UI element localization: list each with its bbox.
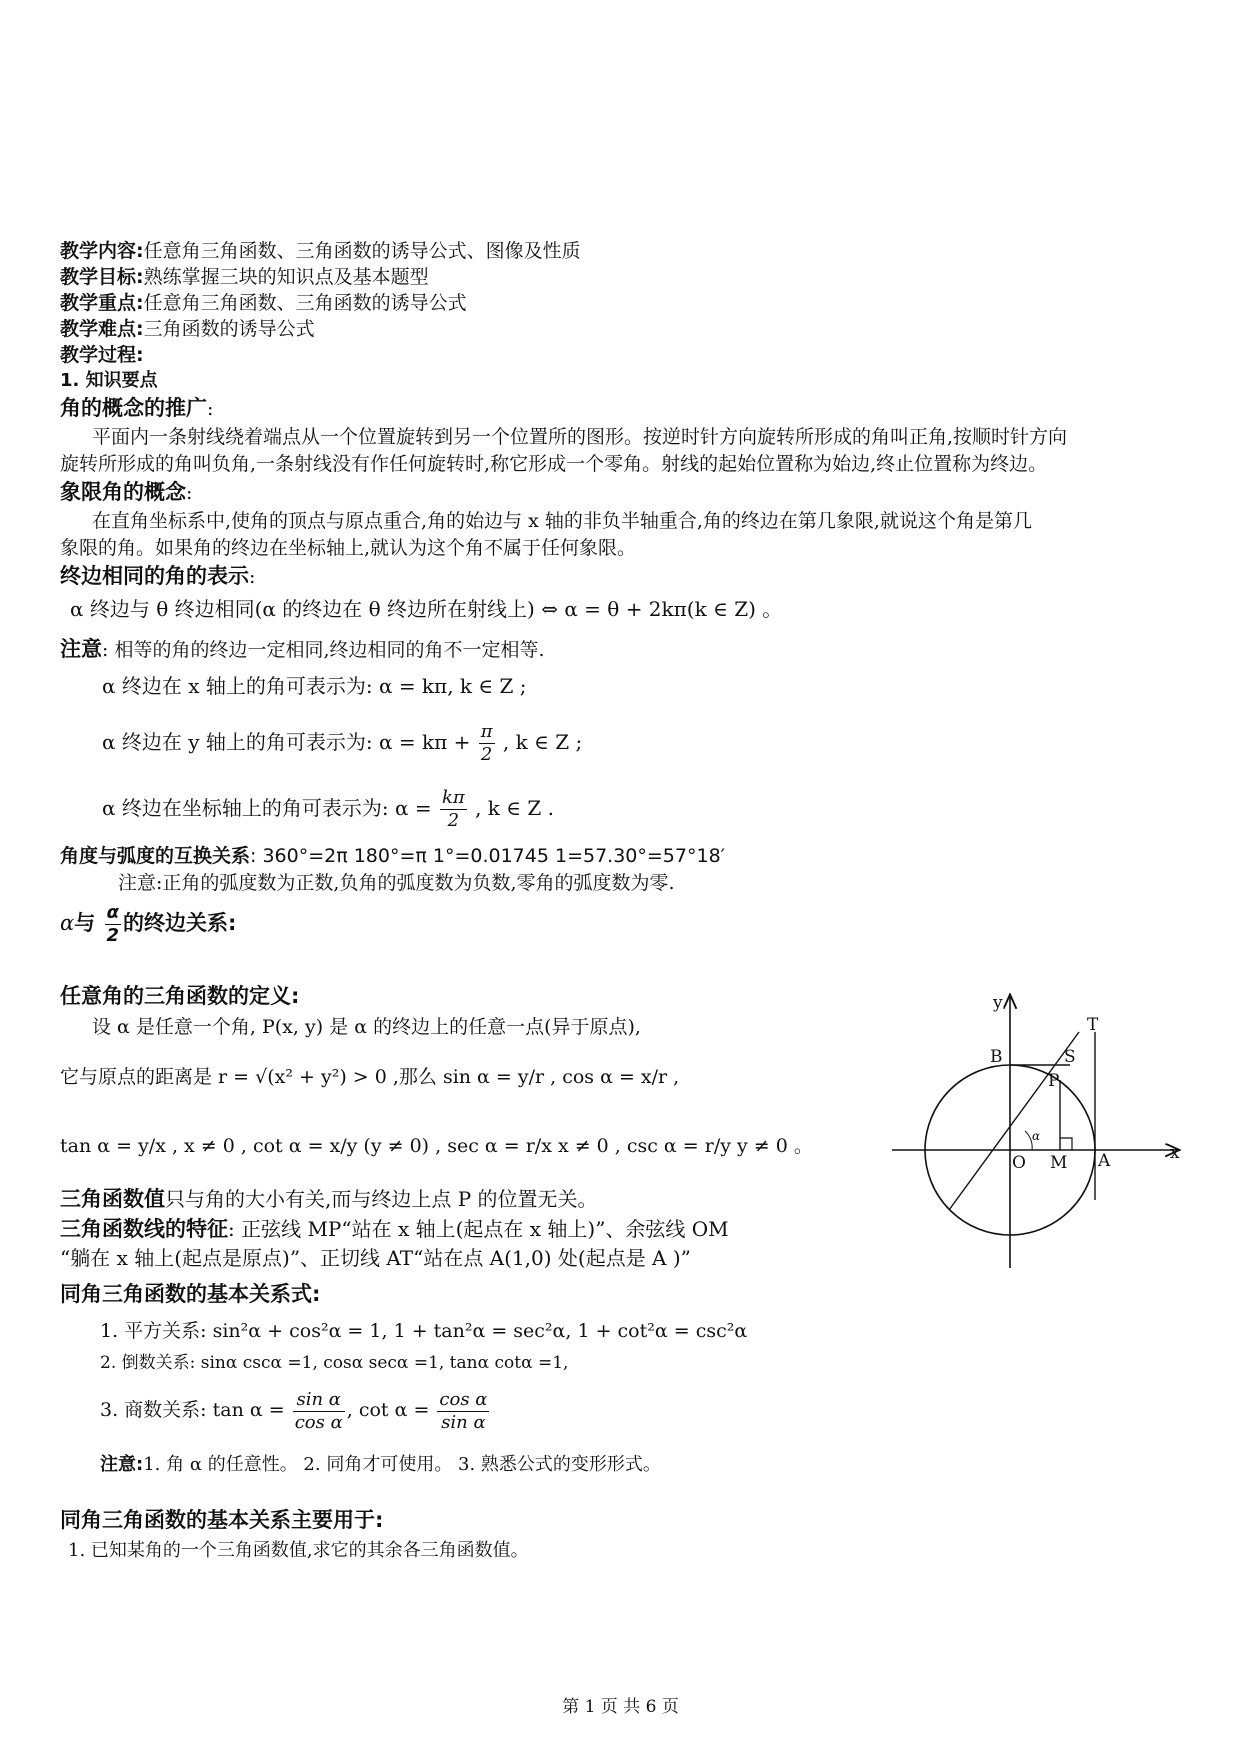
x-label: x (1170, 1143, 1180, 1163)
note-axes-a: α 终边在坐标轴上的角可表示为: α = (102, 796, 432, 820)
t-label: T (1087, 1015, 1099, 1035)
trig-value-label: 三角函数值 (60, 1187, 165, 1211)
half-angle-heading: α与 $\frac{\alpha}{2}$ 的终边关系: (60, 901, 237, 946)
trig-def-line3: tan α = y/x , x ≠ 0 , cot α = x/y (y ≠ 0) , sec α = r/x x ≠ 0 , csc α = r/y y ≠ 0 。 (60, 1135, 813, 1157)
pi-over-2-fraction: $\frac{\pi}{2}$ (480, 721, 493, 765)
basic-note (100, 1452, 661, 1478)
cos-over-sin-fraction: $\frac{\text{cos α}}{\text{sin α}}$ (439, 1388, 488, 1433)
trig-line-text2: “躺在 x 轴上(起点是原点)”、正切线 AT“站在点 A(1,0) 处(起点是 A )” (60, 1246, 691, 1270)
basic-title: 同角三角函数的基本关系式: (60, 1282, 321, 1306)
section-heading: 1. 知识要点 (60, 370, 158, 391)
note-y-axis (102, 714, 582, 770)
trig-def-line1: 设 α 是任意一个角, P(x, y) 是 α 的终边上的任意一点(异于原点), (92, 1016, 641, 1038)
alpha-over-2-fraction: $\frac{\alpha}{2}$ (106, 901, 120, 946)
trig-line-feature (60, 1216, 729, 1242)
note-text: : 相等的角的终边一定相同,终边相同的角不一定相等. (102, 639, 545, 661)
header-line-content (60, 238, 581, 264)
trig-line-text1: : 正弦线 MP“站在 x 轴上(起点在 x 轴上)”、余弦线 OM (228, 1217, 729, 1241)
s-label: S (1064, 1047, 1076, 1067)
concept-heading (60, 395, 213, 422)
concept-title: 角的概念的推广 (60, 396, 207, 420)
note-x-axis: α 终边在 x 轴上的角可表示为: α = kπ, k ∈ Z ; (102, 674, 527, 698)
quadrant-title: 象限角的概念 (60, 480, 186, 504)
trig-line-label: 三角函数线的特征 (60, 1217, 228, 1241)
basic-note-label: 注意: (100, 1454, 144, 1475)
quadrant-colon: : (186, 482, 193, 504)
trig-def-title: 任意角的三角函数的定义: (60, 984, 300, 1008)
header-text: 任意角三角函数、三角函数的诱导公式 (143, 292, 467, 314)
basic-item3: 3. 商数关系: tan α = $\frac{\text{sin α}}{\text{cos α}}$ , cot α = $\frac{\text{cos α}}{\text{sin α}}$ (100, 1388, 488, 1433)
trig-value-text: 只与角的大小有关,而与终边上点 P 的位置无关。 (165, 1187, 598, 1211)
o-label: O (1012, 1153, 1026, 1173)
alpha-label: α (1032, 1129, 1041, 1143)
header-text: 熟练掌握三块的知识点及基本题型 (143, 266, 429, 288)
header-label: 教学重点: (60, 292, 144, 314)
note-label: 注意 (60, 637, 102, 661)
k-pi-over-2-fraction: $\frac{k\pi}{2}$ (441, 787, 465, 831)
header-line-goal (60, 264, 429, 290)
radian-text: : 360°=2π 180°=π 1°=0.01745 1=57.30°=57°18′ (250, 845, 725, 867)
coterminal-colon: : (249, 566, 256, 588)
note-axes-b: , k ∈ Z . (475, 796, 555, 820)
header-label: 教学目标: (60, 266, 144, 288)
m-label: M (1050, 1153, 1068, 1173)
quadrant-p1: 在直角坐标系中,使角的顶点与原点重合,角的始边与 x 轴的非负半轴重合,角的终边在第几象限,就说这个角是第几 (92, 510, 1032, 532)
right-angle-mark (1060, 1138, 1072, 1150)
p-label: P (1048, 1071, 1060, 1091)
usage-item1: 1. 已知某角的一个三角函数值,求它的其余各三角函数值。 (68, 1540, 529, 1561)
radian-label: 角度与弧度的互换关系 (60, 845, 251, 867)
trig-value-line (60, 1186, 598, 1212)
note-axes (102, 780, 554, 836)
header-line-difficulty (60, 316, 315, 342)
unit-circle-diagram (880, 990, 1190, 1280)
radian-line (60, 843, 725, 869)
basic-note-text: 1. 角 α 的任意性。 2. 同角才可使用。 3. 熟悉公式的变形形式。 (143, 1454, 661, 1475)
page-footer: 第 1 页 共 6 页 (562, 1697, 679, 1717)
coterminal-heading (60, 563, 255, 590)
concept-p2: 旋转所形成的角叫负角,一条射线没有作任何旋转时,称它形成一个零角。射线的起始位置称为始边,终止位置称为终边。 (60, 453, 1048, 475)
radian-note: 注意:正角的弧度数为正数,负角的弧度数为负数,零角的弧度数为零. (118, 872, 675, 894)
concept-colon: : (207, 398, 214, 420)
trig-def-line2: 它与原点的距离是 r = √(x² + y²) > 0 ,那么 sin α = y/r , cos α = x/r , (60, 1066, 680, 1088)
basic-item1: 1. 平方关系: sin²α + cos²α = 1, 1 + tan²α = sec²α, 1 + cot²α = csc²α (100, 1320, 748, 1342)
header-text: 三角函数的诱导公式 (143, 318, 315, 340)
header-label: 教学内容: (60, 240, 144, 262)
quadrant-p2: 象限的角。如果角的终边在坐标轴上,就认为这个角不属于任何象限。 (60, 537, 637, 559)
basic-item2: 2. 倒数关系: sinα cscα =1, cosα secα =1, tanα cotα =1, (100, 1353, 569, 1373)
usage-title: 同角三角函数的基本关系主要用于: (60, 1508, 384, 1532)
coterminal-formula: α 终边与 θ 终边相同(α 的终边在 θ 终边所在射线上) ⇔ α = θ + 2kπ(k ∈ Z) 。 (70, 597, 783, 621)
header-line-key (60, 290, 467, 316)
header-line-process (60, 342, 144, 368)
concept-p1: 平面内一条射线绕着端点从一个位置旋转到另一个位置所的图形。按逆时针方向旋转所形成的角叫正角,按顺时针方向 (92, 426, 1068, 448)
coterminal-title: 终边相同的角的表示 (60, 564, 249, 588)
header-label: 教学过程: (60, 344, 144, 366)
header-label: 教学难点: (60, 318, 144, 340)
quadrant-heading (60, 479, 192, 506)
note-line (60, 636, 545, 663)
note-y-axis-b: , k ∈ Z ; (502, 730, 583, 754)
y-label: y (993, 993, 1003, 1013)
sin-over-cos-fraction: $\frac{\text{sin α}}{\text{cos α}}$ (294, 1388, 343, 1433)
b-label: B (990, 1047, 1003, 1067)
note-y-axis-a: α 终边在 y 轴上的角可表示为: α = kπ + (102, 730, 471, 754)
a-label: A (1098, 1151, 1111, 1171)
header-text: 任意角三角函数、三角函数的诱导公式、图像及性质 (143, 240, 581, 262)
